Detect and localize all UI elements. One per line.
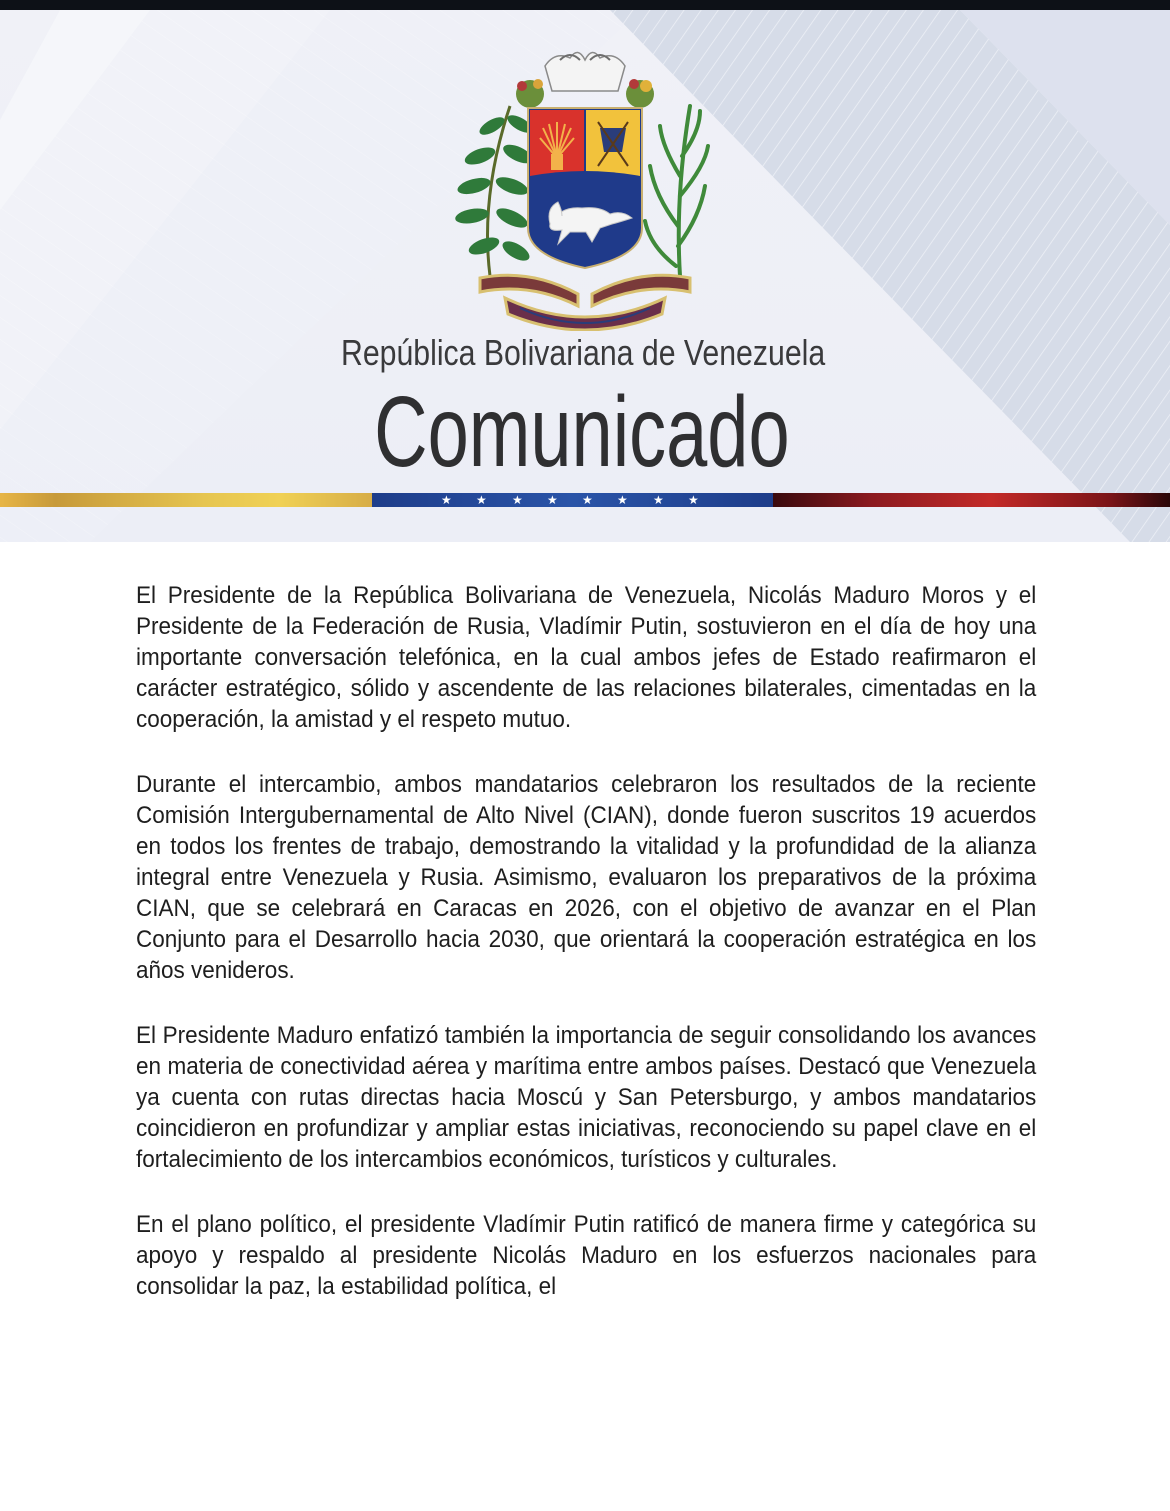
coat-of-arms-emblem bbox=[450, 46, 720, 331]
star-icon: ★ bbox=[476, 493, 487, 507]
paragraph: En el plano político, el presidente Vladímir Putin ratificó de manera firme y categórica su apoyo y respaldo al presidente Nicolás Maduro en los esfuerzos nacionales para consolidar la paz, la estabilidad política, el bbox=[136, 1211, 1037, 1300]
top-status-bar bbox=[0, 0, 1170, 10]
paragraph: El Presidente de la República Bolivariana de Venezuela, Nicolás Maduro Moros y el Presidente de la Federación de Rusia, Vladímir Putin, sostuvieron en el día de hoy una importante conversación telefónica, en la cual ambos jefes de Estado reafirmaron el carácter estratégico, sólido y ascendente de las relaciones bilaterales, cimentadas en la cooperación, la amistad y el respeto mutuo. bbox=[136, 582, 1037, 733]
star-icon: ★ bbox=[441, 493, 452, 507]
star-icon: ★ bbox=[512, 493, 523, 507]
document-header bbox=[0, 10, 1170, 542]
page-title: Comunicado bbox=[374, 376, 790, 488]
country-name: República Bolivariana de Venezuela bbox=[340, 332, 826, 373]
flag-blue-segment bbox=[372, 493, 773, 507]
paragraph: Durante el intercambio, ambos mandatarios celebraron los resultados de la reciente Comisión Intergubernamental de Alto Nivel (CIAN), donde fueron suscritos 19 acuerdos en todos los frentes de trabajo, demostrando la vitalidad y la profundidad de la alianza integral entre Venezuela y Rusia. Asimismo, evaluaron los preparativos de la próxima CIAN, que se celebrará en Caracas en 2026, con el objetivo de avanzar en el Plan Conjunto para el Desarrollo hacia 2030, que orientará la cooperación estratégica en los años venideros. bbox=[136, 771, 1037, 984]
star-icon: ★ bbox=[547, 493, 558, 507]
flag-color-stripe bbox=[0, 493, 1170, 507]
flag-yellow-segment bbox=[0, 493, 372, 507]
star-icon: ★ bbox=[617, 493, 628, 507]
flag-red-segment bbox=[773, 493, 1170, 507]
paragraph: El Presidente Maduro enfatizó también la importancia de seguir consolidando los avances en materia de conectividad aérea y marítima entre ambos países. Destacó que Venezuela ya cuenta con rutas directas hacia Moscú y San Petersburgo, y ambos mandatarios coincidieron en profundizar y ampliar estas iniciativas, reconociendo su papel clave en el fortalecimiento de los intercambios económicos, turísticos y culturales. bbox=[136, 1022, 1037, 1173]
communique-body bbox=[136, 580, 1036, 1336]
star-icon: ★ bbox=[653, 493, 664, 507]
star-icon: ★ bbox=[688, 493, 699, 507]
star-icon: ★ bbox=[582, 493, 593, 507]
